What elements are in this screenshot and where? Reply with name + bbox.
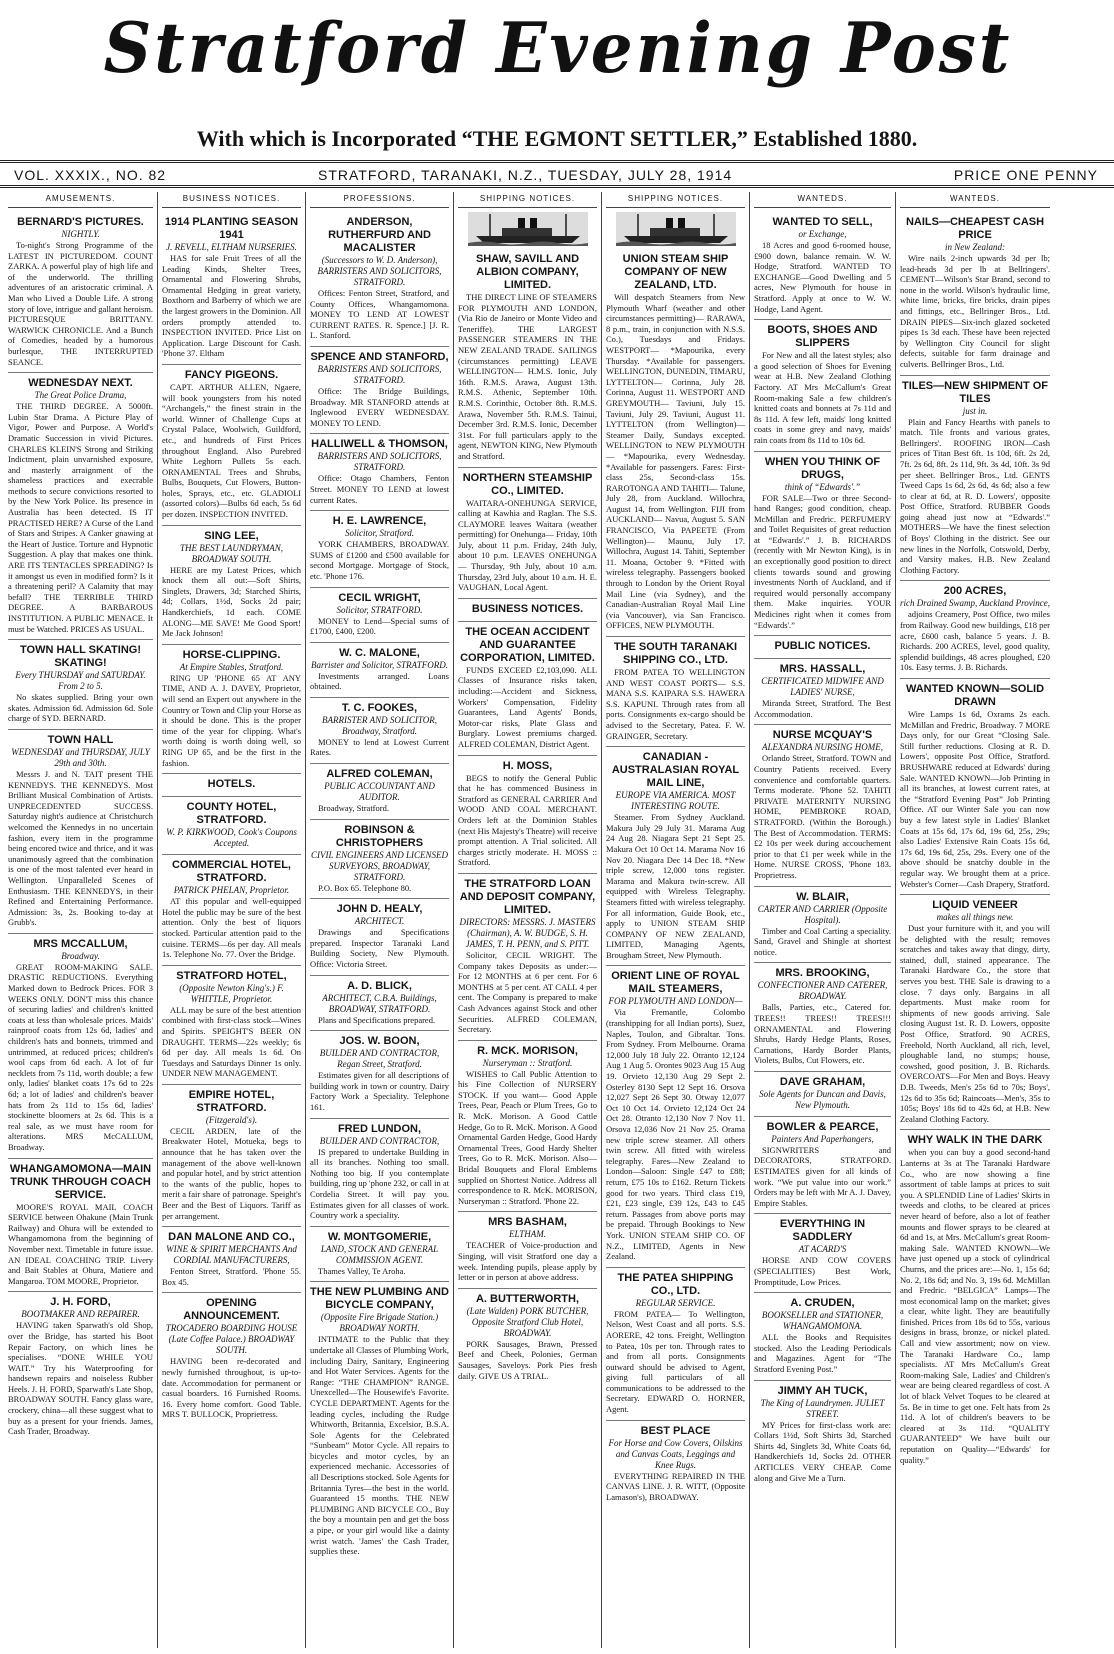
ad-heading: HALLIWELL & THOMSON, — [311, 438, 448, 451]
advertisement — [162, 855, 301, 966]
advertisement — [458, 874, 597, 1041]
ad-subheading: FOR PLYMOUTH AND LONDON— — [608, 996, 743, 1007]
ad-body: IS prepared to undertake Building in all its branches. Nothing too small. Nothing too big. If you contemplate building, ring up 'phone 232, or call in at Cordelia Street. It will pay you. Estimates given for all classes of work. Country work a speciality. — [310, 1146, 449, 1221]
ad-body: MY Prices for first-class work are: Collars 1½d, Soft Shirts 3d, Starched Shirts 4d, Singlets 3d, White Coats 6d, Handkerchiefs 1d, Socks 2d. OTHER ARTICLES VERY CHEAP. Come along and Give Me a Turn. — [754, 1419, 891, 1483]
ad-subheading: (Late Walden) PORK BUTCHER, Opposite Stratford Club Hotel, BROADWAY. — [466, 1305, 589, 1338]
ad-heading: PUBLIC NOTICES. — [774, 640, 871, 653]
advertisement — [458, 1041, 597, 1213]
ad-body: Wire nails 2-inch upwards 3d per lb; lead-heads 3d per lb at Bellringers'. CEMENT—Wilson's Star Brand, second to none in the world. Wilson's hydraulic lime, white lime, bricks, fire bricks, drain pipes and fittings, etc., Bellringer Bros., Ltd. DRAIN PIPES—Six-inch glazed socketed pipes 1s 3d each. These have been rejected by Wellington City Council for slight defects, suitable for farm drainage and culverts. Bellringer Bros., Ltd. — [900, 253, 1050, 369]
ad-body: Offices: Fenton Street, Stratford, and County Offices, Whangamomona. MONEY TO LEND AT LOWEST CURRENT RATES. R. Spence.] [J. R. L. Stanford. — [310, 288, 449, 341]
advertisement — [310, 1119, 449, 1227]
advertisement — [754, 320, 891, 451]
steamship-illustration — [458, 212, 597, 246]
ad-subheading: think of “Edwards'.” — [784, 481, 861, 492]
ad-subheading: Painters And Paperhangers, — [771, 1133, 874, 1144]
ad-heading: WHANGAMOMONA—MAIN TRUNK THROUGH COACH SERVICE. — [9, 1162, 152, 1201]
ad-body: Dust your furniture with it, and you will be delighted with the result; removes scratches and takes away that dingy, dirty, stained, dull, stained appearance. The Taranaki Hardware Co., the store that serves you best. THE Sale is drawing to a close. 7 days only. Bargains in all departments. Must make room for shipments of new goods arriving. Sale closing August 1st. R. D. Lowers, opposite Post Office, Stratford. 90 ACRES, Freehold, North Auckland, all rich, level, ploughable land, no stumps; house, cowshed, good position, J. B. Richards. OVERCOATS—For Men and Boys. Heavy D.B. Tweeds, Men's 25s 6d to 70s; Boys', 12s 6d to 35s 6d; Raincoats—Men's, 35s to 105s; Boys' 18s 6d to 42s 6d, at H.B. New Zealand Clothing Factory. — [900, 923, 1050, 1124]
ad-body: Fenton Street, Stratford. 'Phone 55. Box 45. — [162, 1266, 301, 1287]
advertisement — [606, 637, 745, 747]
ad-heading: FANCY PIGEONS. — [184, 368, 279, 381]
ad-subheading: PATRICK PHELAN, Proprietor. — [173, 885, 290, 896]
advertisement — [310, 1031, 449, 1118]
ad-heading: THE OCEAN ACCIDENT AND GUARANTEE CORPORATION, LIMITED. — [460, 625, 595, 664]
ad-body: No skates supplied. Bring your own skates. Admission 6d. Admission 6d. Sole charge of SYD. BERNARD. — [8, 692, 153, 724]
ad-subheading: WINE & SPIRIT MERCHANTS And CORDIAL MANUFACTURERS, — [166, 1244, 297, 1266]
ad-subheading: DIRECTORS: MESSRS. J. MASTERS (Chairman), A. W. BUDGE, S. H. JAMES, T. H. PENN, and S. PITT. — [459, 916, 596, 949]
ad-body: ALL the Books and Requisites stocked. Also the Leading Periodicals and Magazines. Agent for “The Stratford Evening Post.” — [754, 1332, 891, 1374]
advertisement — [458, 599, 597, 622]
dateline-bar — [0, 160, 1114, 188]
ad-heading: 1914 PLANTING SEASON 1941 — [164, 216, 299, 241]
ad-heading: SPENCE AND STANFORD, — [310, 350, 449, 363]
advertisement — [754, 1381, 891, 1489]
advertisement — [162, 645, 301, 774]
advertisement — [900, 1130, 1050, 1470]
advertisement — [900, 581, 1050, 679]
advertisement — [310, 764, 449, 820]
ad-body: FROM PATEA TO WELLINGTON AND WEST COAST PORTS— S.S. MANA S.S. KAIPARA S.S. HAWERA S.S. KAPUNI. Through rates from all ports. Consignments ex-cargo should be advised to the Secretary, Patea. F. W. GRAINGER, Secretary. — [606, 667, 745, 741]
ad-subheading: Broadway. — [61, 950, 100, 961]
ad-subheading: (Opposite Newton King's.) F. WHITTLE, Proprietor. — [179, 982, 284, 1004]
ad-body: MOORE'S ROYAL MAIL COACH SERVICE between Ohakune (Main Trunk Railway) and Ohura will be extended to Whangamomona from the beginning of November next. Timetable in future issue. AN IDEAL COACHING TRIP. Livery and Bait Stables at Ohura, Matiere and Mangaroa. TOM MOORE, Proprietor. — [8, 1201, 153, 1286]
ad-subheading: ARCHITECT, C.B.A. Buildings, BROADWAY, STRATFORD. — [322, 992, 437, 1014]
ad-body: RING UP 'PHONE 65 AT ANY TIME, AND A. J. DAVEY, Proprietor, will send an Expert out anywhere in the Country or Town and Clip your Horse as it should be done. This is the proper time of the year for clipping. What's worth doing is worth doing well, so RING UP 65, and be the first in the fashion. — [162, 672, 301, 768]
ad-heading: COMMERCIAL HOTEL, STRATFORD. — [172, 859, 291, 885]
ad-heading: BERNARD'S PICTURES. — [17, 216, 144, 228]
advertisement — [458, 249, 597, 468]
advertisement — [458, 468, 597, 599]
advertisement — [8, 1292, 153, 1442]
ad-heading: OPENING ANNOUNCEMENT. — [183, 1297, 280, 1323]
ad-heading: SHAW, SAVILL AND ALBION COMPANY, LIMITED. — [475, 253, 580, 291]
advertisement — [8, 212, 153, 373]
ad-heading: MRS MCCALLUM, — [33, 937, 128, 950]
ad-heading: DAN MALONE AND CO., — [168, 1231, 295, 1244]
ad-heading: A. BUTTERWORTH, — [475, 1292, 580, 1305]
ad-subheading: Solicitor, Stratford. — [345, 528, 414, 539]
ad-subheading: EUROPE VIA AMERICA. MOST INTERESTING ROUTE. — [615, 790, 736, 812]
ad-body: Orlando Street, Stratford. TOWN and Country Patients received. Every convenience and comfortable quarters. Terms moderate. 'Phone 52. TAHITI PRIVATE MATERNITY NURSING HOME, PEMBROKE ROAD, STRATFORD. (Within the Borough.) The Best of Accommodation. TERMS: £2 10s per week during accouchement prior to that £1 per week while in the Home. NURSE CROSS, 'Phone 183. Proprietress. — [754, 753, 891, 880]
ad-heading: SING LEE, — [204, 529, 259, 542]
advertisement — [310, 899, 449, 975]
ad-body: adjoins Creamery, Post Office, two miles from Railway. Good new buildings, £18 per acre, £600 cash, balance 5 years. J. B. Richards. 200 ACRES, level, good quality, splendid buildings, 48 acres ploughed, £20 10s. Easy terms. J. B. Richards. — [900, 609, 1050, 673]
ad-heading: THE STRATFORD LOAN AND DEPOSIT COMPANY, LIMITED. — [459, 877, 596, 916]
advertisement — [162, 365, 301, 526]
ad-heading: LIQUID VENEER — [932, 899, 1018, 912]
ad-heading: BUSINESS NOTICES. — [471, 602, 584, 615]
ad-heading: CECIL WRIGHT, — [338, 591, 421, 604]
ad-heading: BOWLER & PEARCE, — [766, 1120, 879, 1133]
advertisement — [310, 820, 449, 900]
ad-subheading: BUILDER AND CONTRACTOR, Regan Street, Stratford. — [319, 1048, 440, 1070]
ad-body: 18 Acres and good 6-roomed house, £900 down, balance remain. W. W. Hodge, Stratford. WANTED TO EXCHANGE—Good Dwelling and 5 acres, New Plymouth for house in Stratford. Apply at once to W. W. Hodge, Land Agent. — [754, 240, 891, 314]
ad-body: BEGS to notify the General Public that he has commenced Business in Stratford as GENERAL CARRIER And WOOD AND COAL MERCHANT. Orders left at the Dominion Stables (next His Majesty's Theatre) will receive prompt attention. A Trial solicited. All charges strictly moderate. H. MOSS :: Stratford. — [458, 772, 597, 868]
ad-subheading: Solicitor, STRATFORD. — [336, 604, 423, 615]
advertisement — [310, 698, 449, 764]
ad-heading: WEDNESDAY NEXT. — [28, 377, 133, 390]
advertisement — [754, 963, 891, 1072]
advertisement — [8, 640, 153, 730]
ad-heading: T. C. FOOKES, — [341, 701, 418, 714]
ad-heading: TOWN HALL — [47, 733, 114, 746]
ad-heading: MRS. BROOKING, — [775, 967, 870, 980]
advertisement — [606, 249, 745, 637]
ad-subheading: BARRISTERS AND SOLICITORS, STRATFORD. — [317, 363, 442, 385]
ad-subheading: (Fitzgerald's). — [205, 1114, 258, 1125]
ad-body: Plain and Fancy Hearths with panels to match. Tile fronts and various grates, Bellringers'. ROOFING IRON—Cash prices of Titan Best 6ft. 1s 10d, 6ft. 2s 2d, 7ft. 2s 6d, 8ft. 2s 11d, 9ft. 3s 4d, 10ft. 3s 9d per sheet. Bellringer Bros., Ltd. GENTS Tweed Caps 1s 6d, 2s 6d, 4s 6d; also a few to clear at 6d, at R. D. Lowers', opposite Post Office, Stratford. RUBBER Goods going ahead just now at “Edwards'.” MOTHERS—We have the finest selection of Boys' Clothing in the district. See our new lines in the Norfolk, Cotswold, Derby, and Varsity makes. H.B. New Zealand Clothing Factory. — [900, 416, 1050, 575]
ad-heading: J. H. FORD, — [50, 1296, 111, 1309]
ad-body: Broadway, Stratford. — [318, 803, 389, 814]
advertisement — [310, 1227, 449, 1283]
ad-heading: BEST PLACE — [640, 1424, 711, 1437]
ad-subheading: THE BEST LAUNDRYMAN, BROADWAY SOUTH. — [180, 542, 283, 564]
ad-body: Thames Valley, Te Aroha. — [318, 1265, 406, 1276]
advertisement — [458, 756, 597, 874]
ad-heading: UNION STEAM SHIP COMPANY OF NEW ZEALAND, LTD. — [622, 253, 729, 291]
ad-heading: JOS. W. BOON, — [339, 1035, 420, 1048]
ad-heading: W. MONTGOMERIE, — [327, 1230, 432, 1243]
column-7 — [896, 192, 1054, 1648]
ad-heading: DAVE GRAHAM, — [779, 1075, 866, 1088]
ad-body: Office: The Bridge Buildings, Broadway. MR STANFORD attends at Inglewood EVERY WEDNESDAY. MONEY TO LEND. — [310, 385, 449, 428]
ad-body: Timber and Coal Carting a speciality. Sand, Gravel and Shingle at shortest notice. — [754, 925, 891, 957]
ad-body: ALL may be sure of the best attention combined with first-class stock—Wines and Spirits. SPEIGHT'S BEER ON DRAUGHT. TERMS—22s weekly; 6s 6d per day. All meals 1s 6d. On Tuesdays and Saturdays Dinner 1s only. UNDER NEW MANAGEMENT. — [162, 1004, 301, 1079]
ad-body: CAPT. ARTHUR ALLEN, Ngaere, will book youngsters from his noted “Archangels,” the finest strain in the world. Winner of Challenge Cups at Crystal Palace, Woolwich, Guildford, etc., and hundreds of First Prices throughout England. Also Purebred White Leghorn Pullets 5s each. ORNAMENTAL Trees and Shrubs, Bulbs, Bouquets, Cut Flowers, Button-holes, Sprays, etc., etc. GLADIOLI (assorted colors)—Bulbs 6d each, 5s 6d per dozen. INSPECTION INVITED. — [162, 381, 301, 520]
ad-heading: EVERYTHING IN SADDLERY — [779, 1218, 866, 1244]
ad-body: Drawings and Specifications prepared. Inspector Taranaki Land Building Society, New Plymouth. Office: Victoria Street. — [310, 927, 449, 970]
ad-heading: MRS BASHAM, — [488, 1216, 567, 1229]
ad-heading: THE PATEA SHIPPING CO., LTD. — [617, 1271, 734, 1297]
advertisement — [754, 636, 891, 659]
ad-subheading: just in. — [962, 405, 988, 416]
ad-body: Steamer. From Sydney Auckland. Makura July 29 July 31. Marama Aug 24 Aug 28. Niagara Sept 21 Sept 25. Makura Oct 10 Oct 14. Marama Nov 16 Nov 20. Niagara Dec 14 Dec 18. *New triple screw, 12,000 tons register. Marama and Makura twin-screw. All equipped with Wireless Telegraphy. Steamers fitted with wireless telegraphy. For all information, Guide Book, etc., apply to UNION STEAM SHIP COMPANY OF NEW ZEALAND, LIMITED, Managing Agents, Brougham Street, New Plymouth. — [606, 812, 745, 960]
ad-heading: THE NEW PLUMBING AND BICYCLE COMPANY, — [310, 1286, 449, 1312]
ad-subheading: ELTHAM. — [508, 1229, 547, 1240]
masthead — [0, 0, 1114, 151]
issue-price: PRICE ONE PENNY — [953, 167, 1098, 183]
advertisement — [310, 643, 449, 698]
advertisement — [162, 1293, 301, 1425]
ad-subheading: ALEXANDRA NURSING HOME, — [761, 742, 884, 753]
ad-heading: JOHN D. HEALY, — [336, 903, 423, 916]
ad-heading: NORTHERN STEAMSHIP CO., LIMITED. — [462, 471, 593, 497]
ad-body: HAVING been re-decorated and newly furnished throughout, is up-to-date. Accommodation for permanent or casual boarders. 16 Furnished Rooms. 16. Every home comfort. Good Table. MRS T. BULLOCK, Proprietress. — [162, 1356, 301, 1420]
ad-subheading: BARRISTERS AND SOLICITORS, STRATFORD. — [317, 451, 442, 473]
ad-body: AT this popular and well-equipped Hotel the public may be sure of the best attention. Only the best of liquors stocked. Particular attention paid to the cuisine. TERMS—6s per day. All meals 1s. Telephone No. 77. Over the Bridge. — [162, 896, 301, 960]
advertisement — [900, 376, 1050, 582]
ad-heading: TILES—NEW SHIPMENT OF TILES — [901, 379, 1049, 405]
column-heading: SHIPPING NOTICES. — [458, 192, 597, 208]
ad-heading: WANTED KNOWN—SOLID DRAWN — [905, 683, 1045, 708]
ad-subheading: LAND, STOCK AND GENERAL COMMISSION AGENT. — [320, 1243, 439, 1265]
ad-body: GREAT ROOM-MAKING SALE. DRASTIC REDUCTIONS. Everything Marked down to Bedrock Prices. FOR 3 WEEKS ONLY. DON'T miss this chance of securing ladies' and children's knitted coats at less than wholesale prices. Maids' rainproof coats from 12s 6d, ladies' and children's hats and bonnets, trimmed and untrimmed, at reduced prices; children's wool caps from 6d each. A lot of fur necklets from 7s 11d, worth double; a few only, ladies' blanket coats 17s 6d to 22s 6d; a lot of ladies' and children's beaver hats from 2s 11d to 15s 6d, ladies' stockinette bloomers at 2s 6d. This is a real sale, as we must have room for alterations. MRS McCALLUM, Broadway. — [8, 961, 153, 1152]
advertisement — [458, 1289, 597, 1386]
advertisement — [310, 347, 449, 434]
advertisement — [754, 725, 891, 886]
column-5 — [602, 192, 750, 1648]
ad-body: PORK Sausages, Brawn, Pressed Beef and Cheek, Polonies, German Sausages, Saveloys. Pork Pies fresh daily. GIVE US A TRIAL. — [458, 1338, 597, 1381]
ad-heading: MRS. HASSALL, — [779, 663, 866, 676]
column-2 — [158, 192, 306, 1648]
ad-body: MONEY to lend at Lowest Current Rates. — [310, 736, 449, 758]
column-3 — [306, 192, 454, 1648]
ad-subheading: Nurseryman :: Stratford. — [482, 1057, 573, 1068]
ad-body: YORK CHAMBERS, BROADWAY. SUMS of £1200 and £500 available for second Mortgage. Mortgage of Stock, etc. 'Phone 176. — [310, 539, 449, 581]
ad-body: WAITARA-ONEHUNGA SERVICE, calling at Kawhia and Raglan. The S.S. CLAYMORE leaves Waitara (weather permitting) for Onehunga— Friday, 10th July, about 11 p.m. Friday, 24th July, about 10 p.m. LEAVES ONEHUNGA— Thursday, 9th July, about 10 a.m. Thursday, 23rd July, about 10 a.m. H. E. VAUGHAN, Local Agent. — [458, 497, 597, 593]
advertisement — [162, 1227, 301, 1293]
ad-body: EVERYTHING REPAIRED IN THE CANVAS LINE. J. R. WITT, (Opposite Lamason's), BROADWAY. — [606, 1470, 745, 1502]
ad-subheading: PUBLIC ACCOUNTANT AND AUDITOR. — [324, 781, 435, 803]
ad-heading: ALFRED COLEMAN, — [326, 768, 433, 781]
ad-body: FUNDS EXCEED £2,103,090. ALL Classes of Insurance risks taken, including:—Accident and Sickness, Workers' Compensation, Fidelity Guarantees, Land Agents' Bonds, Motor-car risks, Plate Glass and Burglary. Lowest premiums charged. ALFRED COLEMAN, District Agent. — [458, 664, 597, 749]
ad-subheading: BARRISTER AND SOLICITOR, Broadway, Stratford. — [322, 714, 437, 736]
ad-heading: FRED LUNDON, — [337, 1122, 422, 1135]
column-6 — [750, 192, 896, 1648]
ad-subheading: TROCADERO BOARDING HOUSE (Late Coffee Palace.) BROADWAY SOUTH. — [165, 1323, 298, 1356]
advertisement — [162, 966, 301, 1085]
ad-heading: H. E. LAWRENCE, — [332, 515, 427, 528]
advertisement — [8, 934, 153, 1159]
ad-heading: CANADIAN - AUSTRALASIAN ROYAL MAIL LINE, — [611, 751, 740, 790]
advertisement — [754, 1072, 891, 1117]
advertisement — [8, 373, 153, 640]
ad-body: CECIL ARDEN, late of the Breakwater Hotel, Motueka, begs to announce that he has taken over the management of the above well-known and popular hotel, and by strict attention to the wants of the public, hopes to merit a fair share of patronage. Speight's Beer and the Best of Liquors. Tariff as per arrangement. — [162, 1125, 301, 1221]
column-heading: WANTEDS. — [900, 192, 1050, 208]
ad-subheading: The Great Police Drama, — [34, 390, 127, 401]
volume-number: VOL. XXXIX., NO. 82 — [14, 167, 167, 183]
column-heading: BUSINESS NOTICES. — [162, 192, 301, 208]
ad-subheading: The King of Laundrymen. JULIET STREET. — [760, 1397, 885, 1419]
ad-subheading: rich Drained Swamp, Auckland Province, — [900, 598, 1050, 609]
ad-subheading: or Exchange, — [798, 229, 847, 239]
ad-body: HAS for sale Fruit Trees of all the Leading Kinds, Shelter Trees, Ornamental and Flowering Shrubs, Ornamental Hedging in great variety, Boxthorn and Barberry of which we are the largest growers in the Dominion. All orders promptly attended to. INSPECTION INVITED. Price List on Application. Large Discount for Cash. 'Phone 37. Eltham — [162, 253, 301, 359]
columns-container — [4, 192, 1110, 1648]
ad-subheading: CIVIL ENGINEERS AND LICENSED SURVEYORS, BROADWAY, STRATFORD. — [311, 849, 448, 882]
advertisement — [754, 452, 891, 637]
advertisement — [458, 1212, 597, 1288]
advertisement — [310, 588, 449, 643]
ad-heading: A. D. BLICK, — [347, 979, 412, 992]
ad-body: Plans and Specifications prepared. — [318, 1014, 436, 1025]
ad-subheading: REGULAR SERVICE. — [635, 1297, 716, 1308]
ad-heading: EMPIRE HOTEL, STRATFORD. — [188, 1088, 275, 1114]
ad-body: Messrs J. and N. TAIT present THE KENNEDYS. THE KENNEDYS. Most Brilliant Musical Combination of Artists. UNPRECEDENTED SUCCESS. Saturday night's audience at Christchurch welcomed the Kennedys in no uncertain fashion, every item in the programme being encored twice and thrice, and it was unanimously agreed that the combination is one of the most talented ever heard in Wellington. Unparalleled Scenes of Enthusiasm. THE KENNEDYS, in their Refined and Entertaining Performance. Admission: 3s, 2s. Booking to-day at Grubb's. — [8, 768, 153, 928]
ad-body: FOR SALE—Two or three Second-hand Ranges; good condition, cheap. McMillan and Fredric. PERFUMERY and Toilet Requisites of great reduction at “Edwards'.” J. B. RICHARDS (recently with Mr Newton King), is in an exceptionally good position to direct clients towards sound and growing investments North of Auckland, and if required would personally accompany them. Make inquiries. YOUR Medicines right when it comes from “Edwards'.” — [754, 492, 891, 630]
ad-heading: A. CRUDEN, — [790, 1297, 855, 1310]
advertisement — [310, 511, 449, 587]
advertisement — [754, 1293, 891, 1380]
advertisement — [162, 1085, 301, 1227]
ad-body: Will despatch Steamers from New Plymouth Wharf (weather and other circumstances permitting)— RARAWA, 8 p.m., train, in conjunction with N.S.S. Co.), Tuesdays and Fridays. WESTPORT— *Mapourika, every Thursday. *Available for passengers. WELLINGTON, DUNEDIN, TIMARU, LYTTELTON— Corinna, July 28. Corinna, August 11. WESTPORT AND GREYMOUTH— Taviuni, July 15. Taviuni, July 29. Taviuni, August 11. LYTTELTON (from Wellington)— Steamer Daily, Sundays excepted. WELLINGTON to NEW PLYMOUTH— *Mapourika, every Wednesday. *Available for passengers. Fares: First-class 25s, Second-class 15s. RAROTONGA AND TAHITI— Talune, July 28, from Auckland. Willochra, August 14, from Wellington. FIJI from AUCKLAND— Navua, August 5. SAN FRANCISCO, Via PAPEETE (From Wellington)— Maunu, July 17. Willochra, August 14. Tahiti, September 11. Moana, October 9. *Fitted with wireless telegraphy. Passengers booked through to London by the Orient Royal Mail Line (via Sydney), and the Canadian-Australian Royal Mail Line (via Vancouver), via San Francisco. OFFICES, NEW PLYMOUTH. — [606, 292, 745, 631]
ad-subheading: Sole Agents for Duncan and Davis, New Plymouth. — [759, 1088, 886, 1110]
issue-date: STRATFORD, TARANAKI, N.Z., TUESDAY, JULY 28, 1914 — [318, 167, 733, 183]
column-1 — [4, 192, 158, 1648]
ad-body: when you can buy a good second-hand Lanterns at 3s at The Taranaki Hardware Co., who are now showing a fine assortment of table lamps at prices to suit you. A SPLENDID Line of Ladies' Skirts in tweeds and cloths, to be cleared at prices never heard of before, also a lot of feather mounts and flower sprays to be cleared at 6d and 1s, at Mrs. McCallum's great Room-making Sale. WANTED KNOWN—We have just opened up a stock of cylindrical Churns, and the prices are:—No. 1, 15s 6d; No. 2, 18s 6d; and No. 3, 19s 6d. McMillan and Fredric. “BELGICA” Lamps—The most economical lamp on the market; gives a clear, white light. They are beautifully finished. Prices from 18s 6d to 55s, various designs in brass, bronze, or nickel plated. Call and view assortment; now on view. The Taranaki Hardware Co., lamp specialists. AT Mrs McCallum's Great Room-making Sale, Ladies' and Children's wear are being cleared regardless of cost. A lot of black Velvet Toques to be cleared at 5s. Be in time to get one. Felt hats from 2s 11d. A lot of children's beavers to be cleared at 3s 11d. “QUALITY GUARANTEED” We have built our reputation on Quality—“Edwards' for quality.” — [900, 1147, 1050, 1465]
ad-body: P.O. Box 65. Telephone 80. — [318, 882, 412, 893]
steamship-illustration — [606, 212, 745, 246]
ad-body: THE THIRD DEGREE. A 5000ft. Lubin Star Drama. A Picture Play of Vigor, Power and Purpose. A World's Dramatic Succession in vivid Pictures. CHARLES KLEIN'S Strong and Striking Indictment, plain unvarnished exposure, and masterly arraignment of the shameless practices and execrable methods to secure convictions resorted to by the New York Police. Its presence in Australia has been detected. IS IT PRACTISED HERE? A Curse of the Land of Stars and Stripes. A Canker gnawing at the Heart of Justice. Torture and Hypnotic Suggestion. A play that makes one think. ARE ITS TENTACLES SPREADING? Is it amongst us even in modified form? Is it a threatening peril? A Calamity that may befall? THE TERRIBLE THIRD DEGREE. A BARBAROUS INSTITUTION. A PUBLIC MENACE. It must be Watched. PRICES AS USUAL. — [8, 401, 153, 634]
ad-subheading: WEDNESDAY and THURSDAY, JULY 29th and 30th. — [11, 746, 150, 768]
ad-body: MONEY to Lend—Special sums of £1700, £400, £200. — [310, 615, 449, 637]
ad-body: FROM PATEA— To Wellington, Nelson, West Coast and all ports. S.S. AORERE, 42 tons. Freight, Wellington to Patea, 10s per ton. Through rates to and from all ports. Consignments outward should be advised to Agent, giving full particulars of all communications to be addressed to the Secretary. EDWARD O. HORNER, Agent. — [606, 1308, 745, 1415]
ad-subheading: CERTIFICATED MIDWIFE AND LADIES' NURSE, — [761, 676, 884, 698]
ad-heading: THE SOUTH TARANAKI SHIPPING CO., LTD. — [613, 641, 738, 666]
ad-heading: STRATFORD HOTEL, — [176, 969, 287, 982]
ad-body: Investments arranged. Loans obtained. — [310, 670, 449, 692]
advertisement — [754, 1214, 891, 1293]
ad-body: HORSE AND COW COVERS (SPECIALITIES) Best Work, Promptitude, Low Prices. — [754, 1255, 891, 1287]
ad-body: Miranda Street, Stratford. The Best Accommodation. — [754, 698, 891, 719]
ad-subheading: AT ACARD'S — [798, 1244, 847, 1255]
advertisement — [162, 212, 301, 365]
ad-body: Office: Otago Chambers, Fenton Street. MONEY TO LEND at lowest current Rates. — [310, 473, 449, 505]
ad-subheading: At Empire Stables, Stratford. — [179, 661, 284, 672]
ad-body: To-night's Strong Programme of the LATEST IN PICTUREDOM. COUNT ZARKA. A powerful play of high life and of the underworld. The thrilling adventures of an aristocratic criminal. A Man who Lived a Double Life. A strong story of love, intrigue and gallant heroism. PICTURESQUE BRITTANY. WARWICK CHRONICLE. And a Bunch of Comedies, headed by a humorous burlesque, THE INTERRUPTED SEANCE. — [8, 240, 153, 367]
advertisement — [900, 895, 1050, 1130]
ad-body: INTIMATE to the Public that they undertake all Classes of Plumbing Work, including Dairy, Sanitary, Engineering and Hot Water Services. Agents for the Range: “THE CHAMPION” RANGE. Unexcelled—The Housewife's Favorite. CYCLE DEPARTMENT. Agents for the leading cycles, including the Rudge Whitworth, Britannia, Excelsior, B.S.A. Sole Agents for the Celebrated “Sunbeam” Motor Cycle. All repairs to bicycles and motor cycles, by an experienced mechanic. Accessories of all Descriptions stocked. Sole Agents for Britannia Tyres—the best in the world. Guaranteed 15 months. THE NEW PLUMBING AND BICYCLE CO., Buy the boy a mountain pen and get the boss a pipe, or your girl would like a dainty wrist watch. 'James' the Cash Trader, supplies these. — [310, 1334, 449, 1557]
ad-heading: R. MCK. MORISON, — [477, 1044, 578, 1057]
ad-heading: WANTED TO SELL, — [772, 216, 873, 228]
ad-body: WISHES to Call Public Attention to his Fine Collection of NURSERY STOCK. If you want— Good Apple Trees, Pear, Peach or Plum Trees, Go to R. McK. Morison. A Good Cattle Hedge, Go to R. McK. Morison. A Good Ornamental Garden Hedge, Good Hardy Ornamental Trees, Good Hardy Shelter Trees, Go to R. McK. Morison. Also— Bridal Bouquets and Floral Emblems supplied on Shortest Notice. Address all correspondence to R. McK. MORISON, Nurseryman :: Stratford. 'Phone 22. — [458, 1068, 597, 1206]
ad-heading: 200 ACRES, — [943, 585, 1007, 598]
ad-heading: ANDERSON, RUTHERFURD AND MACALISTER — [328, 216, 431, 254]
ad-heading: ORIENT LINE OF ROYAL MAIL STEAMERS, — [611, 970, 740, 996]
advertisement — [754, 1117, 891, 1215]
ad-body: Via Fremantle, Colombo (transhipping for all Indian ports), Suez, Naples, Toulon, and Gibraltar. Tons. From Sydney. From Melbourne. Orama 12,000 July 18 July 22. Otranto 12,124 Aug 1 Aug 5. Orontes 9023 Aug 15 Aug 19. Orvieto 12,130 Aug 29 Sept 2. Osterley 8130 Sept 12 Sept 16. Orsova 12,027 Sept 26 Sept 30. Otway 12,077 Oct 10 Oct 14. Orvieto 12,124 Oct 24 Oct 28. Otranto 12,130 Nov 7 Nov 11. Orsova 12,036 Nov 21 Nov 25. Orama new triple screw steamer. All others twin screw. All fitted with wireless telegraphy. Fares—New Zealand to London—Saloon: Single £47 to £88; return, £75 10s to £162. Return Tickets good for two years. Third class £19, £21, £23 single, £39 12s, £43 to £45 return. Passages from above ports may be prepaid. Through Bookings to New York. UNION STEAM SHIP CO. OF N.Z., LIMITED, Agents in New Zealand. — [606, 1007, 745, 1262]
ad-subheading: CARTER AND CARRIER (Opposite Hospital). — [757, 903, 888, 925]
ad-body: THE DIRECT LINE OF STEAMERS FOR PLYMOUTH AND LONDON, (Via Rio de Janeiro or Monte Video and Teneriffe). THE LARGEST PASSENGER STEAMERS IN THE NEW ZEALAND TRADE. SAILINGS (circumstances permitting) LEAVE WELLINGTON— H.M.S. Ionic, July 16th. R.M.S. Arawa, August 13th. R.M.S. Athenic, September 10th. R.M.S. Corinthic, October 8th. R.M.S. Arawa, November 5th. R.M.S. Tainui, December 3rd. R.M.S. Ionic, December 31st. For full particulars apply to the agent, NEWTON KING, New Plymouth and Stratford. — [458, 292, 597, 461]
ad-subheading: NIGHTLY. — [61, 229, 100, 239]
ad-body: Wire Lamps 1s 6d, Oxrams 2s each. McMillan and Fredric, Broadway. 7 MORE Days only, for our Great “Closing Sale. Still further reductions. Closing at R. D. Lowers', opposite Post Office, Stratford. BRUSHWARE reduced at Edwards' during Sale. WANTED KNOWN—Job Printing in all its branches, at lowest current rates, at the “Stratford Evening Post” Job Printing Office. AT our Winter Sale you can now buy a few latest style in Ladies' Blanket Coats at 15s 6d, 17s 6d, 19s 6d, 25s, 29s; also Ladies' Extensive Rain Coats 15s 6d, 17s 6d, 19s 6d, 25s, 29s. Every one of the above should be snatchy double in the regular way. We brought them at a price. Webster's Corner—Cash Drapery, Stratford. — [900, 709, 1050, 889]
ad-body: HAVING taken Sparwath's old Shop, over the Bridge, has started his Boot Repair Factory, on which lines he specialises. “DONE WHILE YOU WAIT.” Try his Waterproofing for handsewn repairs and noiseless Rubber Heels. J. H. FORD, Sparwath's Late Shop, BROADWAY SOUTH. Fancy glass ware, crockery, china—all these suggest what to buy as a present for your friends. James, Cash Trader, Broadway. — [8, 1320, 153, 1437]
ad-heading: TOWN HALL SKATING! SKATING! — [20, 644, 141, 670]
advertisement — [754, 659, 891, 725]
advertisement — [606, 966, 745, 1267]
column-heading: PROFESSIONS. — [310, 192, 449, 208]
advertisement — [8, 1159, 153, 1293]
ad-subheading: Barrister and Solicitor, STRATFORD. — [311, 659, 448, 670]
ad-heading: COUNTY HOTEL, STRATFORD. — [186, 801, 277, 827]
ad-subheading: BOOTMAKER AND REPAIRER. — [21, 1309, 140, 1320]
advertisement — [162, 797, 301, 855]
newspaper-subtitle: With which is Incorporated “THE EGMONT SETTLER,” Established 1880. — [196, 126, 918, 151]
ad-subheading: in New Zealand: — [945, 242, 1005, 252]
ad-heading: HOTELS. — [207, 778, 256, 791]
advertisement — [900, 679, 1050, 895]
ad-subheading: (Successors to W. D. Anderson), BARRISTERS AND SOLICITORS, STRATFORD. — [317, 255, 442, 287]
column-heading: WANTEDS. — [754, 192, 891, 208]
ad-subheading: Every THURSDAY and SATURDAY. From 2 to 5. — [15, 670, 146, 692]
ad-body: Balls, Parties, etc., Catered for. TREES!! TREES!! TREES!!! ORNAMENTAL and Flowering Shrubs, Hardy Hedge Plants, Roses, Carnations, Hardy Border Plants, Violets, Bulbs, Cut Flowers, etc. — [754, 1002, 891, 1066]
advertisement — [458, 622, 597, 756]
column-heading: SHIPPING NOTICES. — [606, 192, 745, 208]
ad-heading: NURSE MCQUAY'S — [772, 729, 873, 742]
ad-subheading: makes all things new. — [936, 912, 1014, 923]
ad-subheading: BUILDER AND CONTRACTOR, — [319, 1135, 440, 1146]
ad-body: HERE are my Latest Prices, which knock them all out:—Soft Shirts, Singlets, Drawers, 3d; Starched Shirts, 4d; Collars, 1½d, Socks 2d pair; Handkerchiefs, 1d each. COME ALONG—ME SAVE! Me Good Sport! Me Jack Johnson! — [162, 564, 301, 639]
ad-heading: NAILS—CHEAPEST CASH PRICE — [905, 216, 1045, 241]
ad-body: For New and all the latest styles; also a good selection of Shoes for Evening wear at H.B. New Zealand Clothing Factory. AT Mrs McCallum's Great Room-making Sale a few children's knitted coats and bonnets at 7s 11d and 8s 11d. A few left, maids' long knitted coats in some grey and navy, maids' rain coats from 8s 11d to 10s 6d. — [754, 350, 891, 445]
ad-subheading: CONFECTIONER AND CATERER, BROADWAY. — [757, 980, 888, 1002]
newspaper-title: Stratford Evening Post — [103, 7, 1013, 89]
ad-subheading: BOOKSELLER and STATIONER, WHANGAMOMONA. — [761, 1310, 884, 1332]
ad-body: SIGNWRITERS and DECORATORS, STRATFORD. ESTIMATES given for all kinds of work. “We put value into our work.” Orders may be left with Mr A. J. Davey, Empire Stables. — [754, 1144, 891, 1208]
ad-heading: WHY WALK IN THE DARK — [907, 1134, 1043, 1147]
advertisement — [310, 212, 449, 347]
advertisement — [162, 526, 301, 645]
ad-heading: BOOTS, SHOES AND SLIPPERS — [767, 324, 878, 350]
ad-heading: W. BLAIR, — [796, 890, 849, 903]
advertisement — [310, 1282, 449, 1561]
advertisement — [606, 1268, 745, 1421]
ad-body: Solicitor, CECIL WRIGHT. The Company takes Deposits as under:— For 12 MONTHS at 6 per cent. For 6 MONTHS at 5 per cent. AT CALL 4 per cent. The Company is prepared to make Cash Advances against Stock and other Securities. ALFRED COLEMAN, Secretary. — [458, 949, 597, 1035]
ad-subheading: W. P. KIRKWOOD, Cook's Coupons Accepted. — [166, 827, 297, 849]
advertisement — [606, 747, 745, 966]
advertisement — [754, 212, 891, 320]
column-heading: AMUSEMENTS. — [8, 192, 153, 208]
ad-heading: H. MOSS, — [502, 759, 553, 772]
advertisement — [162, 774, 301, 797]
ad-subheading: J. REVELL, ELTHAM NURSERIES. — [166, 242, 297, 252]
ad-heading: HORSE-CLIPPING. — [182, 648, 281, 661]
advertisement — [310, 976, 449, 1032]
ad-heading: WHEN YOU THINK OF DRUGS, — [764, 455, 881, 481]
advertisement — [754, 887, 891, 964]
advertisement — [310, 434, 449, 511]
advertisement — [606, 1421, 745, 1508]
column-4 — [454, 192, 602, 1648]
advertisement — [900, 212, 1050, 376]
ad-body: Estimates given for all descriptions of building work in town or country. Dairy Factory Work a Speciality. Telephone 161. — [310, 1070, 449, 1112]
ad-subheading: (Opposite Fire Brigade Station.) BROADWAY NORTH. — [320, 1312, 439, 1334]
ad-subheading: For Horse and Cow Covers, Oilskins and Canvas Coats, Leggings and Knee Rugs. — [608, 1437, 743, 1470]
ad-heading: JIMMY AH TUCK, — [777, 1384, 868, 1397]
ad-subheading: ARCHITECT. — [354, 916, 405, 927]
advertisement — [8, 730, 153, 934]
ad-body: TEACHER of Voice-production and Singing, will visit Stratford one day a week. Intending pupils, please apply by letter or in person at above address. — [458, 1240, 597, 1283]
ad-heading: W. C. MALONE, — [339, 646, 420, 659]
ad-heading: ROBINSON & CHRISTOPHERS — [335, 823, 424, 849]
